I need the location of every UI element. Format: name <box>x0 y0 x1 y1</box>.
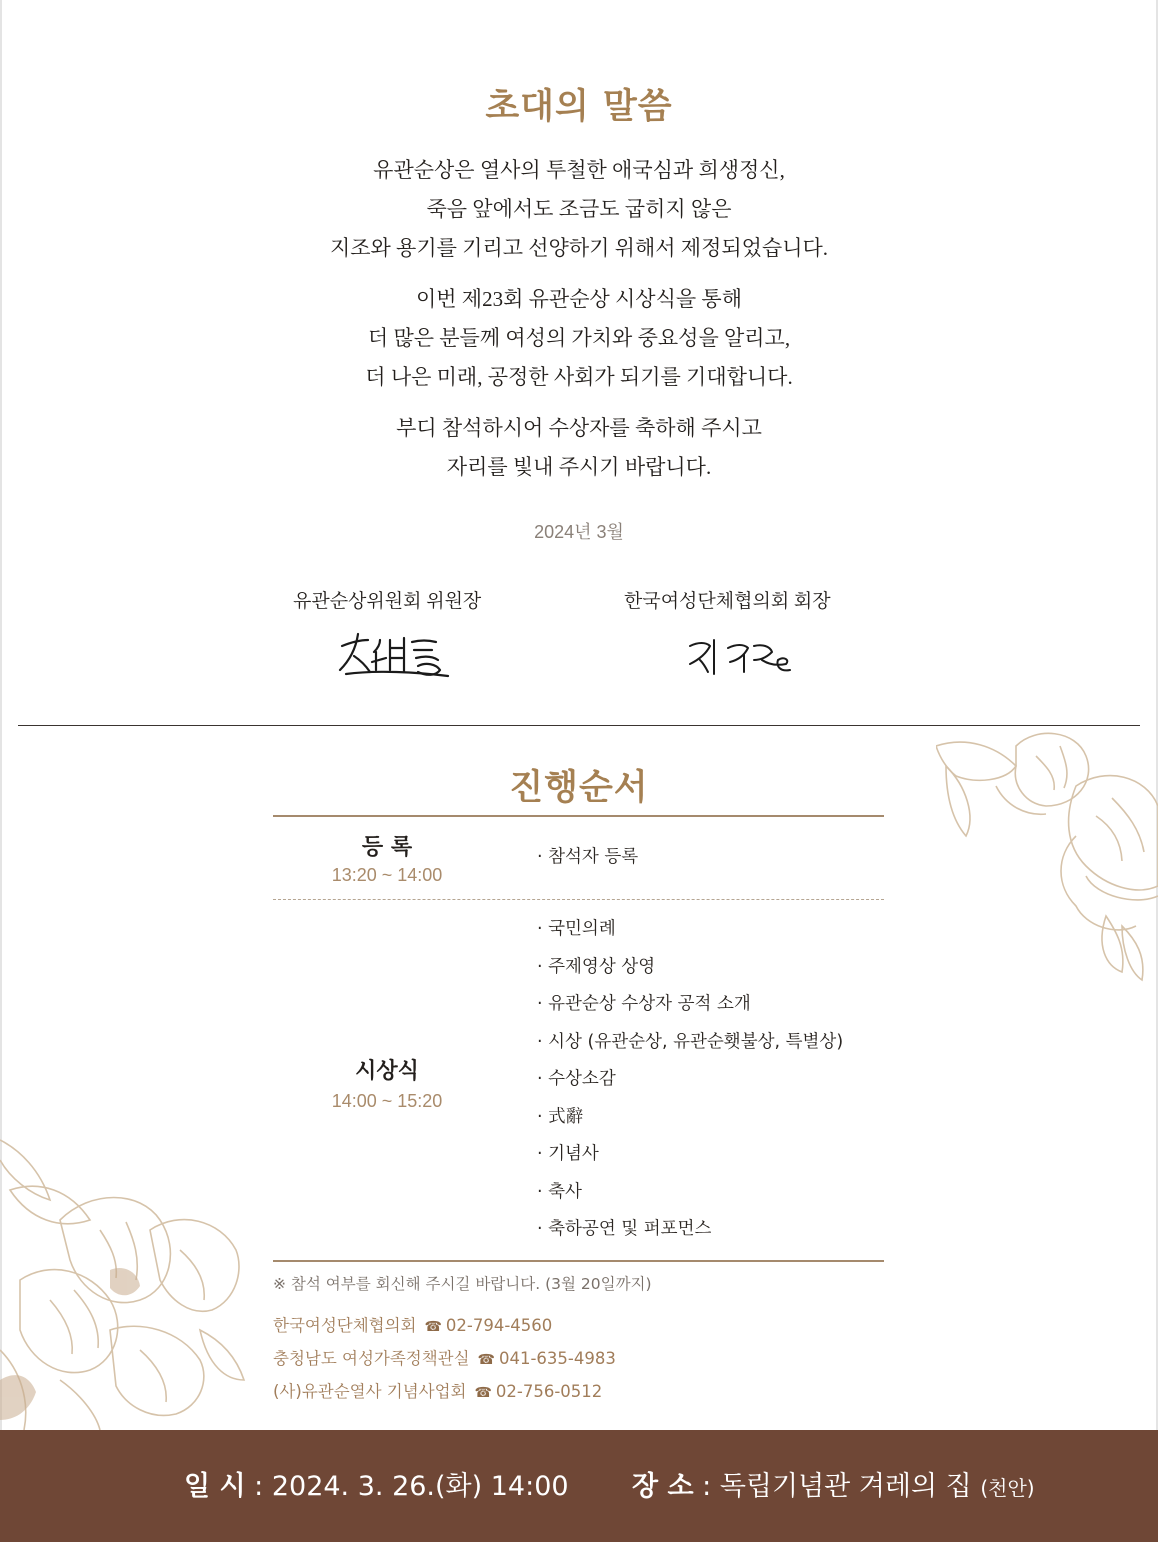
contact-1 <box>273 1312 552 1336</box>
signer-title-left: 유관순상위원회 위원장 <box>293 591 482 612</box>
text-line: 지조와 용기를 기리고 선양하기 위해서 제정되었습니다. <box>329 236 829 260</box>
invitation-date: 2024년 3월 <box>534 522 624 542</box>
contact-org: 충청남도 여성가족정책관실 <box>273 1349 470 1368</box>
text-line: 죽음 앞에서도 조금도 굽히지 않은 <box>426 197 732 221</box>
signature-right <box>686 634 798 678</box>
rsvp-note: ※ 참석 여부를 회신해 주시길 바랍니다. (3월 20일까지) <box>273 1275 652 1293</box>
step-time-registration: 13:20 ~ 14:00 <box>331 865 443 885</box>
text-line: 유관순상은 열사의 투철한 애국심과 희생정신, <box>373 158 785 182</box>
date-value: 2024. 3. 26.(화) 14:00 <box>271 1471 569 1502</box>
event-date <box>184 1464 569 1503</box>
text-line: 이번 제23회 유관순상 시상식을 통해 <box>415 287 742 311</box>
contact-3 <box>273 1378 602 1402</box>
list-item: · 주제영상 상영 <box>537 956 656 977</box>
list-item: · 시상 (유관순상, 유관순횃불상, 특별상) <box>537 1031 844 1052</box>
phone-icon: ☎ <box>474 1385 492 1401</box>
text-line: 자리를 빛내 주시기 바랍니다. <box>446 455 712 479</box>
date-label: 일 시 <box>184 1471 246 1502</box>
step-time-ceremony: 14:00 ~ 15:20 <box>331 1091 443 1111</box>
table-row-divider <box>273 899 884 900</box>
event-info-footer <box>0 1430 1158 1542</box>
invitation-title: 초대의 말씀 <box>485 87 673 127</box>
phone-icon: ☎ <box>424 1319 442 1335</box>
contact-org: 한국여성단체협의회 <box>273 1316 417 1335</box>
list-item: · 유관순상 수상자 공적 소개 <box>537 994 751 1014</box>
phone-icon: ☎ <box>477 1352 495 1368</box>
step-name-ceremony: 시상식 <box>355 1059 419 1084</box>
invitation-paragraph-2 <box>0 280 1158 397</box>
list-item: · 참석자 등록 <box>537 847 639 867</box>
event-place <box>632 1464 1035 1503</box>
step-items-registration <box>537 839 638 877</box>
flower-decoration-bottom-left-icon <box>0 1130 250 1430</box>
signature-left <box>336 626 456 682</box>
contact-2 <box>273 1345 616 1369</box>
text-line: 부디 참석하시어 수상자를 축하해 주시고 <box>396 416 762 440</box>
list-item: · 축하공연 및 퍼포먼스 <box>537 1219 712 1239</box>
list-item: · 式辭 <box>537 1106 584 1127</box>
list-item: · 수상소감 <box>537 1069 616 1089</box>
contact-phone: 02-794-4560 <box>445 1316 553 1335</box>
contact-phone: 02-756-0512 <box>495 1382 603 1401</box>
list-item: · 축사 <box>537 1181 582 1202</box>
invitation-paragraph-1 <box>0 151 1158 268</box>
step-items-ceremony <box>537 911 843 1249</box>
step-name-registration: 등 록 <box>361 835 413 860</box>
place-value: 독립기념관 겨레의 집 <box>719 1471 972 1502</box>
date-separator: : <box>245 1471 272 1502</box>
invitation-paragraph-3 <box>0 409 1158 487</box>
program-title: 진행순서 <box>509 768 649 808</box>
contact-phone: 041-635-4983 <box>498 1349 616 1368</box>
place-note: (천안) <box>980 1476 1035 1500</box>
table-top-rule <box>273 815 884 817</box>
contact-org: (사)유관순열사 기념사업회 <box>273 1382 467 1401</box>
text-line: 더 나은 미래, 공정한 사회가 되기를 기대합니다. <box>365 365 793 389</box>
place-label: 장 소 <box>632 1471 694 1502</box>
list-item: · 국민의례 <box>537 919 616 939</box>
list-item: · 기념사 <box>537 1144 599 1164</box>
signer-title-right: 한국여성단체협의회 회장 <box>624 591 831 612</box>
text-line: 더 많은 분들께 여성의 가치와 중요성을 알리고, <box>367 326 791 350</box>
place-separator: : <box>693 1471 720 1502</box>
table-bottom-rule <box>273 1260 884 1262</box>
